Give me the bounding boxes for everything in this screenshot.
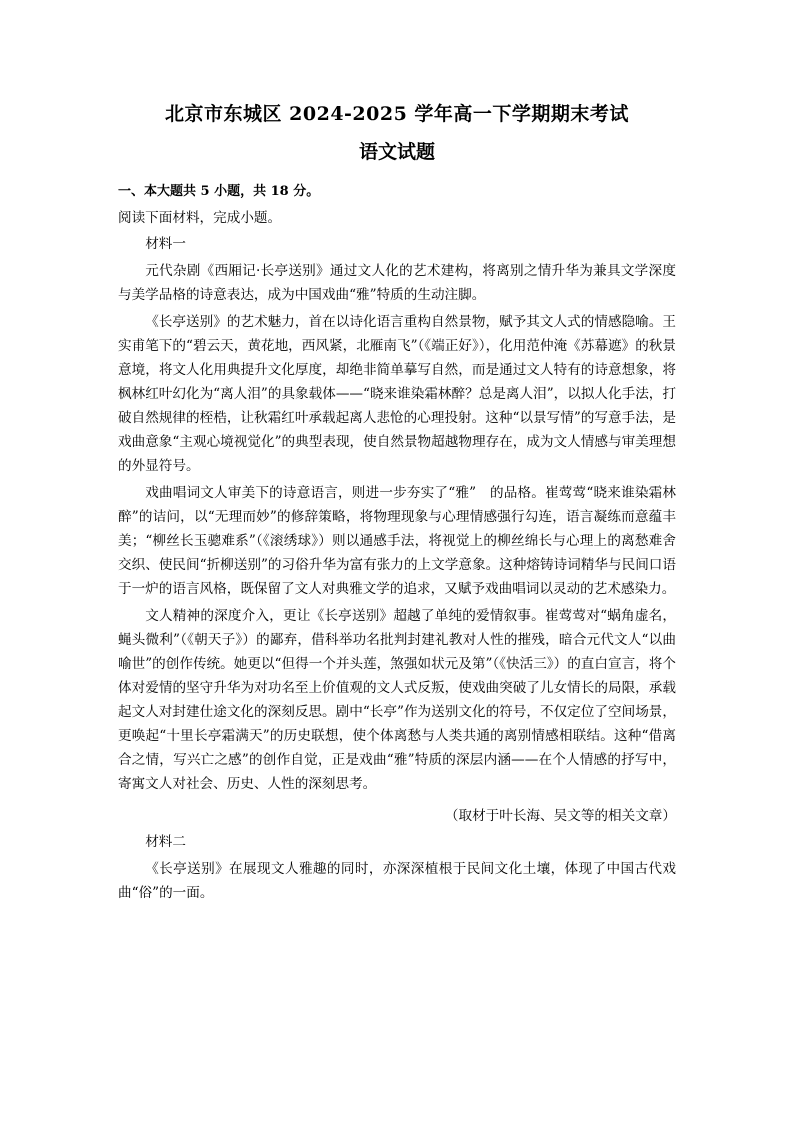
material-one-paragraph-4: 文人精神的深度介入，更让《长亭送别》超越了单纯的爱情叙事。崔莺莺对“蜗角虚名，蝇头微利”（《朝天子》）的鄙弃，借科举功名批判封建礼教对人性的摧残，暗合元代文人“以曲喻世”的创作传统。她更以“但得一个并头莲，煞强如状元及第”（《快活三》）的直白宣言，将个体对爱情的坚守升华为对功名至上价值观的文人式反叛，使戏曲突破了儿女情长的局限，承载起文人对封建仕途文化的深刻反思。剧中“长亭”作为送别文化的符号，不仅定位了空间场景，更唤起“十里长亭霜满天”的历史联想，使个体离愁与人类共通的离别情感相联结。这种“借离合之情，写兴亡之感”的创作自觉，正是戏曲“雅”特质的深层内涵——在个人情感的抒写中，寄寓文人对社会、历史、人性的深刻思考。 xyxy=(118,608,676,792)
material-one-paragraph-3: 戏曲唱词文人审美下的诗意语言，则进一步夯实了“雅” 的品格。崔莺莺“晓来谁染霜林醉”的诘问，以“无理而妙”的修辞策略，将物理现象与心理情感强行勾连，语言凝练而意蕴丰美；“柳丝长玉骢难系”（《滚绣球》）则以通感手法，将视觉上的柳丝绵长与心理上的离愁难舍交织、使民间“折柳送别”的习俗升华为富有张力的上文学意象。这种熔铸诗词精华与民间口语于一炉的语言风格，既保留了文人对典雅文学的追求，又赋予戏曲唱词以灵动的艺术感染力。 xyxy=(118,485,676,597)
material-one-paragraph-1: 元代杂剧《西厢记·长亭送别》通过文人化的艺术建构，将离别之情升华为兼具文学深度与美学品格的诗意表达，成为中国戏曲“雅”特质的生动注脚。 xyxy=(118,263,676,303)
reading-instruction: 阅读下面材料，完成小题。 xyxy=(118,210,282,226)
material-one-paragraph-2: 《长亭送别》的艺术魅力，首在以诗化语言重构自然景物，赋予其文人式的情感隐喻。王实甫笔下的“碧云天，黄花地，西风紧，北雁南飞”（《端正好》），化用范仲淹《苏幕遮》的秋景意境，将文人化用典提升文化厚度，却绝非简单摹写自然，而是通过文人特有的诗意想象，将枫林红叶幻化为“离人泪”的具象载体——“晓来谁染霜林醉？总是离人泪”，以拟人化手法，打破自然规律的桎梏，让秋霜红叶承载起离人悲怆的心理投射。这种“以景写情”的写意手法，是戏曲意象“主观心境视觉化”的典型表现，使自然景物超越物理存在，成为文人情感与审美理想的外显符号。 xyxy=(118,314,676,474)
section-heading: 一、本大题共 5 小题，共 18 分。 xyxy=(118,184,320,199)
material-one-label: 材料一 xyxy=(145,236,186,252)
material-one-source: （取材于叶长海、吴文等的相关文章） xyxy=(444,808,676,824)
exam-title: 北京市东城区 2024-2025 学年高一下学期期末考试 xyxy=(165,103,629,125)
exam-subtitle: 语文试题 xyxy=(358,141,435,163)
material-two-label: 材料二 xyxy=(145,834,186,850)
material-two-paragraph-1: 《长亭送别》在展现文人雅趣的同时，亦深深植根于民间文化土壤，体现了中国古代戏曲“俗”的一面。 xyxy=(118,861,676,901)
